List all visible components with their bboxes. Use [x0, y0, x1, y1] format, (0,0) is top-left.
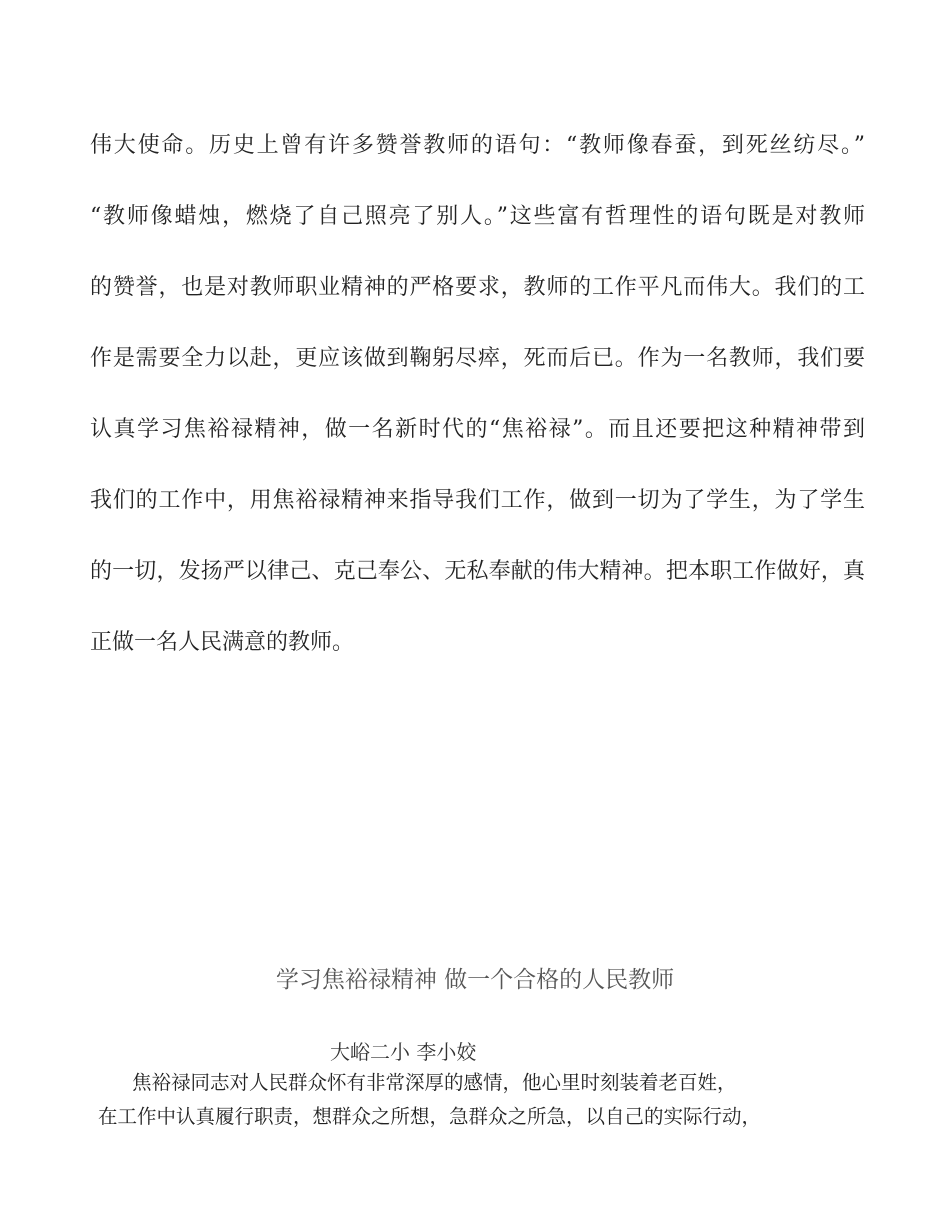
- paragraph-line: 正做一名人民满意的教师。: [90, 630, 355, 655]
- paragraph-line: 作是需要全力以赴，更应该做到鞠躬尽瘁，死而后已。作为一名教师，我们要: [90, 346, 865, 371]
- paragraph-line: “教师像蜡烛，燃烧了自己照亮了别人。”这些富有哲理性的语句既是对教师: [90, 204, 865, 229]
- paragraph-line: 焦裕禄同志对人民群众怀有非常深厚的感情，他心里时刻装着老百姓，: [132, 1071, 737, 1094]
- article-paragraph: [98, 1066, 858, 1134]
- paragraph-line: 认真学习焦裕禄精神，做一名新时代的“焦裕禄”。而且还要把这种精神带到: [90, 417, 865, 442]
- article-title: 学习焦裕禄精神 做一个合格的人民教师: [275, 967, 675, 993]
- paragraph-line: 伟大使命。历史上曾有许多赞誉教师的语句：“教师像春蚕，到死丝纺尽。”: [90, 133, 865, 158]
- body-paragraph: [90, 122, 865, 690]
- paragraph-line: 的一切，发扬严以律己、克己奉公、无私奉献的伟大精神。把本职工作做好，真: [90, 559, 865, 584]
- article-author: 大峪二小 李小姣: [330, 1040, 477, 1064]
- paragraph-line: 的赞誉，也是对教师职业精神的严格要求，教师的工作平凡而伟大。我们的工: [90, 275, 865, 300]
- paragraph-line: 在工作中认真履行职责，想群众之所想，急群众之所急，以自己的实际行动，: [98, 1105, 762, 1128]
- paragraph-line: 我们的工作中，用焦裕禄精神来指导我们工作，做到一切为了学生，为了学生: [90, 488, 865, 513]
